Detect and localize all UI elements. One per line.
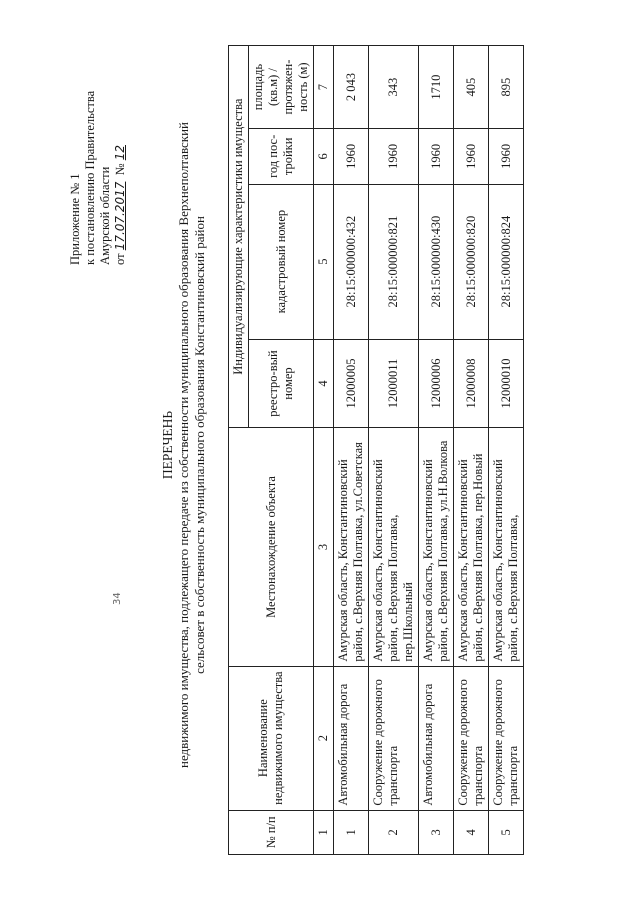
cell-num: 2 <box>369 810 419 854</box>
cell-name: Сооружение дорожного транспорта <box>454 666 489 810</box>
col-number: 2 <box>314 666 334 810</box>
cell-location: Амурская область, Константиновский район, с.Верхняя Полтавка, пер.Школьный <box>369 428 419 666</box>
col-number: 4 <box>314 339 334 428</box>
header-year: год пос-тройки <box>249 129 314 184</box>
col-number: 3 <box>314 428 334 666</box>
header-location: Местонахождение объекта <box>229 428 314 666</box>
cell-reg: 12000006 <box>419 339 454 428</box>
cell-area: 343 <box>369 46 419 129</box>
cell-year: 1960 <box>454 129 489 184</box>
property-table <box>228 45 524 855</box>
document-title: ПЕРЕЧЕНЬ <box>160 410 175 480</box>
table-row <box>369 46 419 855</box>
cell-name: Автомобильная дорога <box>419 666 454 810</box>
column-number-row <box>314 46 334 855</box>
date-prefix: от <box>113 253 127 265</box>
header-reg: реестро-вый номер <box>249 339 314 428</box>
cell-reg: 12000010 <box>489 339 524 428</box>
cell-num: 3 <box>419 810 454 854</box>
number-prefix: № <box>113 163 127 176</box>
cell-cad: 28:15:000000:824 <box>489 184 524 339</box>
cell-cad: 28:15:000000:430 <box>419 184 454 339</box>
table-row <box>334 46 369 855</box>
cell-reg: 12000011 <box>369 339 419 428</box>
cell-cad: 28:15:000000:432 <box>334 184 369 339</box>
table-row <box>489 46 524 855</box>
col-number: 6 <box>314 129 334 184</box>
cell-name: Сооружение дорожного транспорта <box>489 666 524 810</box>
appendix-line-1: Приложение № 1 <box>68 173 82 265</box>
header-cad: кадастровый номер <box>249 184 314 339</box>
cell-year: 1960 <box>334 129 369 184</box>
cell-area: 2 043 <box>334 46 369 129</box>
handwritten-date: 17.07.2017 <box>113 181 127 251</box>
appendix-line-3: Амурской области <box>98 166 112 265</box>
cell-area: 895 <box>489 46 524 129</box>
cell-name: Сооружение дорожного транспорта <box>369 666 419 810</box>
document-subtitle-line-2: сельсовет в собственность муниципального образования Константиновский район <box>192 216 207 674</box>
header-name: Наименование недвижимого имущества <box>229 666 314 810</box>
appendix-block <box>68 25 128 265</box>
cell-cad: 28:15:000000:820 <box>454 184 489 339</box>
cell-location: Амурская область, Константиновский район, с.Верхняя Полтавка, ул.Советская <box>334 428 369 666</box>
col-number: 5 <box>314 184 334 339</box>
cell-name: Автомобильная дорога <box>334 666 369 810</box>
table-row <box>454 46 489 855</box>
appendix-line-2: к постановлению Правительства <box>83 90 97 265</box>
cell-num: 1 <box>334 810 369 854</box>
cell-location: Амурская область, Константиновский район, с.Верхняя Полтавка, <box>489 428 524 666</box>
header-row-1 <box>229 46 249 855</box>
col-number: 7 <box>314 46 334 129</box>
header-area: площадь (кв.м) / протяжен-ность (м) <box>249 46 314 129</box>
col-number: 1 <box>314 810 334 854</box>
cell-area: 405 <box>454 46 489 129</box>
cell-year: 1960 <box>369 129 419 184</box>
cell-area: 1710 <box>419 46 454 129</box>
header-num: № п/п <box>229 810 314 854</box>
cell-cad: 28:15:000000:821 <box>369 184 419 339</box>
handwritten-number: 12 <box>113 145 127 161</box>
cell-year: 1960 <box>489 129 524 184</box>
cell-reg: 12000005 <box>334 339 369 428</box>
cell-num: 4 <box>454 810 489 854</box>
cell-location: Амурская область, Константиновский район, с.Верхняя Полтавка, пер.Новый <box>454 428 489 666</box>
stray-mark: 34 <box>112 592 123 605</box>
cell-reg: 12000008 <box>454 339 489 428</box>
document-subtitle-line-1: недвижимого имущества, подлежащего передаче из собственности муниципального образования Верхнеполтавский <box>176 121 191 769</box>
appendix-date-line <box>113 25 128 265</box>
cell-location: Амурская область, Константиновский район, с.Верхняя Полтавка, ул.Н.Волкова <box>419 428 454 666</box>
table-row <box>419 46 454 855</box>
cell-year: 1960 <box>419 129 454 184</box>
header-group: Индивидуализирующие характеристики имущества <box>229 46 249 428</box>
cell-num: 5 <box>489 810 524 854</box>
